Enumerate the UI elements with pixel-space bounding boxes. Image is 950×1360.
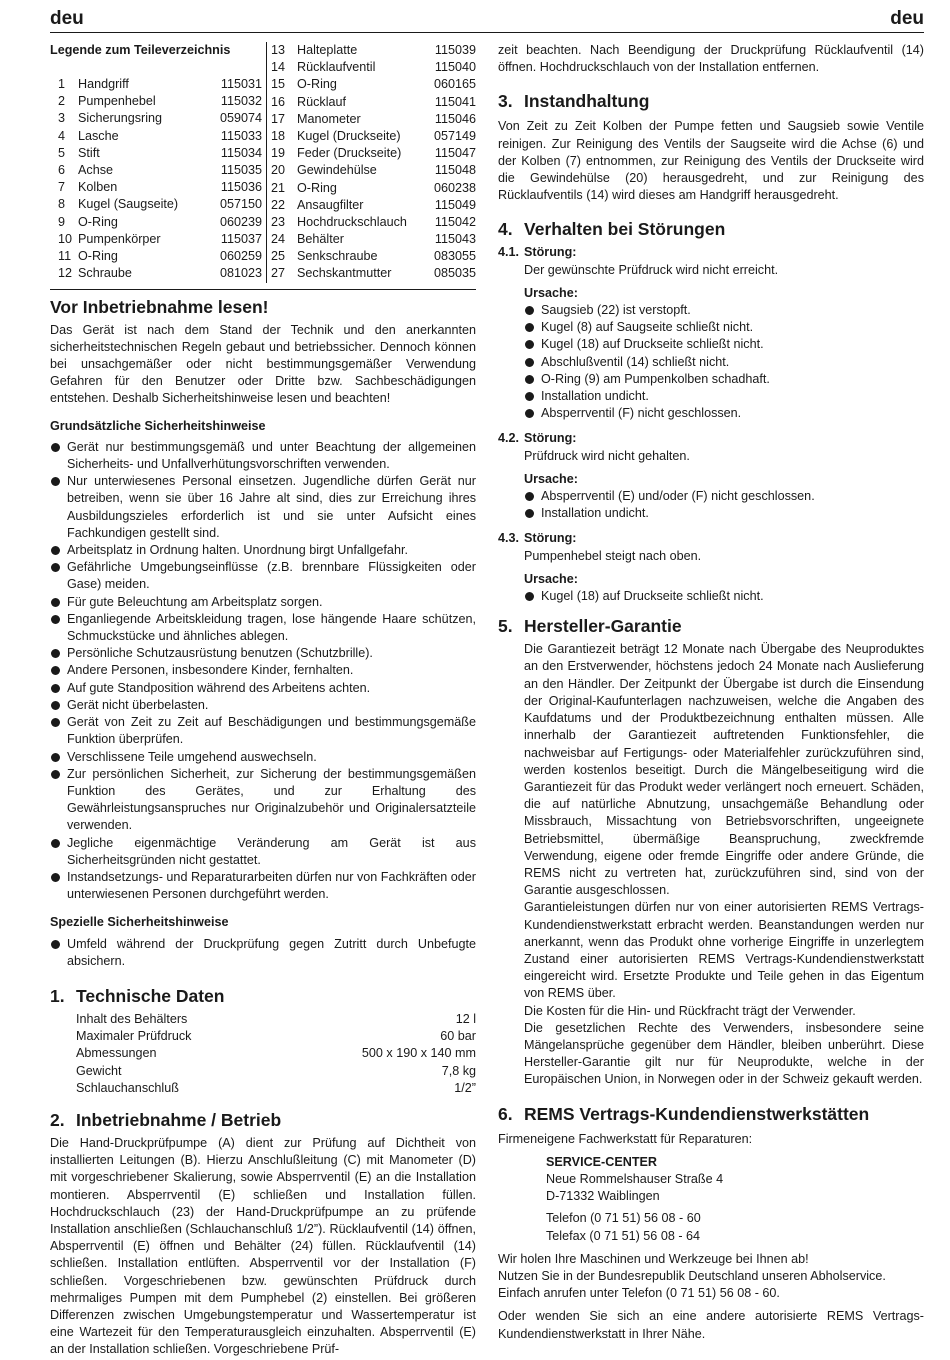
part-name: Kolben [78,180,118,195]
language-label-right: deu [890,8,924,29]
part-code: 115047 [434,146,476,161]
parts-row [271,145,476,162]
general-safety-item: Gerät nur bestimmungsgemäß und unter Beachtung der allgemeinen Sicherheits- und Unfallverhütungsvorschriften verwenden. [50,439,476,473]
parts-row [50,265,262,282]
general-safety-item: Auf gute Standposition während des Arbeitens achten. [50,680,476,697]
part-code: 060239 [219,214,262,229]
part-code: 060165 [433,77,476,92]
parts-row [271,128,476,145]
part-code: 115039 [434,43,476,57]
part-name: Rücklauf [297,94,346,109]
part-code: 115031 [220,77,262,91]
part-number: 9 [58,214,66,229]
general-safety-item: Zur persönlichen Sicherheit, zur Sicherung der bestimmungsgemäßen Funktion des Gerätes, und zur Erhaltung des Gewährleistungsanspruches nur Originalzubehör und Originalersatzteile verwenden. [50,766,476,835]
part-number: 13 [271,43,286,57]
parts-row [271,265,476,282]
part-name: Hochdruckschlauch [297,214,407,229]
tech-data-label: Abmessungen [76,1046,157,1061]
general-safety-item: Gefährliche Umgebungseinflüsse (z.B. brennbare Flüssigkeiten oder Gase) meiden. [50,559,476,593]
fault-cause-item: Kugel (18) auf Druckseite schließt nicht. [524,336,924,353]
tech-data-value: 500 x 190 x 140 mm [361,1046,476,1061]
fault-cause-list [524,488,924,522]
service-heading: 6. REMS Vertrags-Kundendienstwerkstätten [498,1103,870,1124]
part-code: 115043 [434,232,476,247]
part-number: 8 [58,197,66,212]
service-center-fax: Telefax (0 71 51) 56 08 - 64 [546,1228,701,1243]
fault-cause-item: Absperrventil (E) und/oder (F) nicht geschlossen. [524,488,924,505]
parts-row [271,214,476,231]
part-number: 23 [271,214,286,229]
parts-row [50,128,262,145]
general-safety-item: Andere Personen, insbesondere Kinder, fernhalten. [50,662,476,679]
part-number: 22 [271,197,286,212]
maintenance-text: Von Zeit zu Zeit Kolben der Pumpe fetten und Saugsieb sowie Ventile reinigen. Zur Reinigung des Ventils der Saugseite wird die Achse (6) und der Kolben (7) entnommen, zur Reinigung des Ventils der Druckseite wird die Gewindehülse (20) herausgedreht, und zur Reinigung des Rücklaufventils (14) wird dieses am Handgriff herausgedreht. [498,119,924,203]
part-number: 17 [271,111,286,126]
parts-row [271,111,476,128]
part-code: 115049 [434,197,476,212]
fault-label: Störung: [524,245,577,260]
part-number: 1 [58,77,66,91]
parts-row [50,93,262,110]
part-name: Behälter [297,232,344,247]
part-number: 27 [271,266,286,281]
fault-description: Der gewünschte Prüfdruck wird nicht erreicht. [524,262,779,277]
general-safety-item: Nur unterwiesenes Personal einsetzen. Jugendliche dürfen Gerät nur betreiben, wenn sie über 16 Jahre alt sind, dies zur Erreichung ihres Ausbildungszieles erforderlich ist und sie unter Aufsicht eines Fachkundigen gestellt sind. [50,473,476,542]
special-safety-item: Umfeld während der Druckprüfung gegen Zutritt durch Unbefugte absichern. [50,936,476,970]
warranty-heading: 5. Hersteller-Garantie [498,616,682,637]
part-number: 3 [58,111,66,126]
warranty-text [498,641,924,1088]
tech-data-value: 60 bar [440,1029,476,1044]
fault-item [498,244,924,422]
warranty-paragraph: Die Kosten für die Hin- und Rückfracht trägt der Verwender. [524,1003,856,1018]
part-number: 16 [271,94,286,109]
part-number: 5 [58,145,66,160]
part-name: Senkschraube [297,249,378,264]
parts-row [50,214,262,231]
part-code: 115048 [434,163,476,178]
parts-row [271,248,476,265]
general-safety-item: Arbeitsplatz in Ordnung halten. Unordnung birgt Unfallgefahr. [50,542,476,559]
part-code: 057150 [219,197,262,212]
special-safety-heading: Spezielle Sicherheitshinweise [50,915,229,930]
fault-heading [498,530,924,547]
part-name: Kugel (Druckseite) [297,128,401,143]
part-code: 115034 [220,145,262,160]
fault-description: Pumpenhebel steigt nach oben. [524,548,702,563]
page-header [50,6,924,33]
part-name: Ansaugfilter [297,197,364,212]
parts-row [50,145,262,162]
tech-data-row [76,1080,476,1097]
tech-data-heading: 1. Technische Daten [50,985,225,1006]
fault-cause-item: Kugel (8) auf Saugseite schließt nicht. [524,319,924,336]
part-name: Lasche [78,128,119,143]
parts-row [271,197,476,214]
part-number: 4 [58,128,66,143]
fault-heading [498,430,924,447]
parts-row [271,76,476,93]
fault-item [498,530,924,605]
left-column [50,42,476,1359]
part-number: 6 [58,162,66,177]
part-number: 20 [271,163,286,178]
tech-data-label: Maximaler Prüfdruck [76,1029,192,1044]
part-code: 115046 [434,111,476,126]
general-safety-item: Verschlissene Teile umgehend auswechseln. [50,749,476,766]
service-center-address [498,1154,924,1245]
parts-row [271,42,476,59]
part-number: 2 [58,94,66,109]
part-number: 7 [58,180,66,195]
service-center-street: Neue Rommelshauser Straße 4 [546,1171,724,1186]
fault-cause-item: Absperrventil (F) nicht geschlossen. [524,405,924,422]
fault-cause-item: Saugsieb (22) ist verstopft. [524,302,924,319]
part-code: 081023 [219,266,262,281]
other-workshops-text: Oder wenden Sie sich an eine andere autorisierte REMS Vertrags-Kundendienstwerkstatt in Ihrer Nähe. [498,1309,924,1341]
part-number: 19 [271,146,286,161]
fault-cause-item: Abschlußventil (14) schließt nicht. [524,354,924,371]
fault-cause-item: O-Ring (9) am Pumpenkolben schadhaft. [524,371,924,388]
general-safety-item: Instandsetzungs- und Reparaturarbeiten dürfen nur von Fachkräften oder unterwiesenen Personen durchgeführt werden. [50,869,476,903]
fault-id: 4.1. [498,245,520,260]
part-code: 115036 [220,180,262,195]
part-name: Halteplatte [297,43,358,57]
fault-cause-label: Ursache: [524,571,578,586]
fault-cause-item: Installation undicht. [524,505,924,522]
part-number: 18 [271,128,286,143]
fault-cause-item: Installation undicht. [524,388,924,405]
warranty-paragraph: Die Garantiezeit beträgt 12 Monate nach Übergabe des Neuproduktes an den Erstverwender, höchstens jedoch 24 Monate nach Auslieferung an den Händler. Der Zeitpunkt der Übergabe ist durch die Einsendung der Original-Kaufunterlagen nachzuweisen, welche die Angaben des Kaufdatums und der Produktbezeichnung enthalten müssen. Alle innerhalb der Garantiezeit auftretenden Funktionsfehler, die nachweisbar auf Fertigungs- oder Materialfehler zurückzuführen sind, werden kostenlos beseitigt. Durch die Mängelbeseitigung wird die Garantiezeit für das Produkt weder verlängert noch erneuert. Schäden, die auf natürliche Abnutzung, unsachgemäße Behandlung oder Missbrauch, Missachtung von Betriebsvorschriften, ungeeignete Betriebsmittel, übermäßige Beanspruchung, zweckfremde Verwendung, eigene oder fremde Eingriffe oder andere Gründe, die REMS nicht zu vertreten hat, zurückzuführen sind, sind von der Garantie ausgeschlossen. [524,642,924,898]
general-safety-item: Enganliegende Arbeitskleidung tragen, lose hängende Haare schützen, Schmuckstücke und ähnliches ablegen. [50,611,476,645]
part-name: O-Ring [78,214,118,229]
general-safety-item: Persönliche Schutzausrüstung benutzen (Schutzbrille). [50,645,476,662]
part-code: 083055 [433,249,476,264]
fault-id: 4.2. [498,431,520,446]
part-number: 14 [271,60,286,75]
parts-row [50,248,262,265]
tech-data-row [76,1063,476,1080]
general-safety-item: Gerät von Zeit zu Zeit auf Beschädigungen und bestimmungsgemäße Funktion überprüfen. [50,714,476,748]
part-number: 10 [58,231,73,246]
parts-row [271,180,476,197]
parts-row [271,94,476,111]
tech-data-row [76,1011,476,1028]
tech-data-value: 7,8 kg [441,1063,476,1078]
part-name: Sechskantmutter [297,266,392,281]
part-name: Kugel (Saugseite) [78,197,179,212]
part-name: Feder (Druckseite) [297,146,402,161]
parts-row [50,179,262,196]
general-safety-item: Jegliche eigenmächtige Veränderung am Gerät ist aus Sicherheitsgründen nicht gestattet. [50,835,476,869]
parts-row [50,231,262,248]
faults-list [498,244,924,605]
part-name: Gewindehülse [297,163,377,178]
fault-label: Störung: [524,431,577,446]
general-safety-item: Für gute Beleuchtung am Arbeitsplatz sorgen. [50,594,476,611]
tech-data-table [76,1011,476,1097]
special-safety-list [50,936,476,970]
warranty-paragraph: Die gesetzlichen Rechte des Verwenders, insbesondere seine Mängelansprüche gegenüber dem Händler, bleiben unberührt. Diese Hersteller-Garantie gilt nur für Neuprodukte, welche in der Europäischen Union, in Norwegen oder in der Schweiz gekauft werden. [524,1020,924,1087]
part-name: Stift [78,145,100,160]
general-safety-heading: Grundsätzliche Sicherheitshinweise [50,418,266,433]
tech-data-label: Gewicht [76,1063,122,1078]
parts-row [271,231,476,248]
parts-row [50,162,262,179]
part-number: 24 [271,232,286,247]
part-number: 11 [58,248,72,263]
part-code: 115041 [434,94,476,109]
part-name: O-Ring [297,77,337,92]
part-code: 060259 [219,248,262,263]
part-code: 115035 [220,162,262,177]
part-name: O-Ring [78,248,118,263]
fault-description: Prüfdruck wird nicht gehalten. [524,448,690,463]
service-center-phone: Telefon (0 71 51) 56 08 - 60 [546,1211,701,1226]
part-name: Pumpenkörper [78,231,161,246]
language-label-left: deu [50,8,84,29]
tech-data-label: Inhalt des Behälters [76,1011,188,1026]
parts-legend [50,42,476,283]
tech-data-row [76,1045,476,1062]
parts-legend-title: Legende zum Teileverzeichnis [50,43,231,57]
part-code: 115037 [220,231,262,246]
fault-cause-list [524,588,924,605]
part-number: 21 [271,180,286,195]
part-number: 15 [271,77,286,92]
tech-data-row [76,1028,476,1045]
parts-row [271,59,476,76]
fault-cause-item: Kugel (18) auf Druckseite schließt nicht. [524,588,924,605]
fault-item [498,430,924,522]
operation-text: Die Hand-Druckprüfpumpe (A) dient zur Prüfung auf Dichtheit von installierten Leitungen (B). Hierzu Anschlußleitung (C) mit Manometer (D) mit vorgeschriebener Skalierung, sowie Absperrventil (E) an die Installation montieren. Absperrventil (E) schließen und Installation füllen. Hochdruckschlauch (23) der Hand-Druckprüfpumpe an zu prüfende Installation anschließen (Schlauchanschluß 1/2”). Rücklaufventil (14) öffnen, Absperrventil (E) öffnen und Behälter (24) füllen. Rücklaufventil (14) schließen. Installation entlüften. Absperrventil vor der Installation (F) schließen. Vorgeschriebenen bzw. gewünschten Prüfdruck durch mehrmaliges Pumpen mit dem Pumphebel (2) einstellen. Bei größeren Differenzen zwischen Umgebungstemperatur und Wassertemperatur ist eine Wartezeit für den Temperaturausgleich einzuhalten. Absperrventil (E) an der Installation schließen. Vorgeschriebene Prüf- [50,1135,476,1357]
part-code: 115032 [220,94,262,109]
parts-row [271,162,476,179]
part-code: 057149 [433,128,476,143]
faults-heading: 4. Verhalten bei Störungen [498,219,726,240]
parts-row [50,76,262,93]
part-name: Manometer [297,111,361,126]
part-code: 115033 [220,128,262,143]
fault-label: Störung: [524,531,577,546]
fault-heading [498,244,924,261]
fault-cause-label: Ursache: [524,285,578,300]
fault-id: 4.3. [498,531,520,546]
parts-row [50,196,262,213]
part-code: 115042 [434,214,476,229]
tech-data-value: 12 l [455,1011,476,1026]
service-intro: Firmeneigene Fachwerkstatt für Reparaturen: [498,1131,753,1146]
part-number: 25 [271,249,286,264]
service-center-city: D-71332 Waiblingen [546,1189,660,1204]
read-first-text: Das Gerät ist nach dem Stand der Technik und den anerkannten sicherheitstechnischen Regeln gebaut und betriebssicher. Dennoch können bei unsachgemäßer oder nicht bestimmungsgemäßer Verwendung Gefahren für den Benutzer oder Dritte bzw. Sachbeschädigungen entstehen. Deshalb Sicherheitshinweise lesen und beachten! [50,322,476,406]
part-code: 085035 [433,266,476,281]
tech-data-label: Schlauchanschluß [76,1080,179,1095]
fault-cause-list [524,302,924,422]
part-name: Pumpenhebel [78,94,156,109]
read-first-heading: Vor Inbetriebnahme lesen! [50,289,476,318]
general-safety-list [50,439,476,903]
part-number: 12 [58,266,73,281]
maintenance-heading: 3. Instandhaltung [498,91,650,112]
part-name: Rücklaufventil [297,60,376,75]
part-code: 060238 [433,180,476,195]
parts-row [50,110,262,127]
warranty-paragraph: Garantieleistungen dürfen nur von einer autorisierten REMS Vertrags-Kundendienstwerkstatt erbracht werden. Beanstandungen werden nur anerkannt, wenn das Produkt ohne vorherige Eingriffe in unzerlegtem Zustand einer autorisierten REMS Vertrags-Kundendienstwerkstatt eingereicht wird. Ersetzte Produkte und Teile gehen in das Eigentum von REMS über. [524,900,924,1001]
part-name: Sicherungsring [78,111,163,126]
tech-data-value: 1/2” [454,1080,476,1095]
general-safety-item: Gerät nicht überbelasten. [50,697,476,714]
part-name: Handgriff [78,77,129,91]
part-code: 115040 [434,60,476,75]
right-column [498,42,924,1343]
fault-cause-label: Ursache: [524,471,578,486]
part-name: Achse [78,162,114,177]
part-name: O-Ring [297,180,337,195]
operation-text-continued: zeit beachten. Nach Beendigung der Druckprüfung Rücklaufventil (14) öffnen. Hochdruckschlauch von der Installation entfernen. [498,43,924,75]
part-code: 059074 [219,111,262,126]
pickup-service: Wir holen Ihre Maschinen und Werkzeuge bei Ihnen ab! Nutzen Sie in der Bundesrepublik Deutschland unseren Abholservice. Einfach anrufen unter Telefon (0 71 51) 56 08 - 60. [498,1251,886,1301]
part-name: Schraube [78,266,132,281]
service-center-name: SERVICE-CENTER [546,1154,658,1169]
operation-heading: 2. Inbetriebnahme / Betrieb [50,1109,282,1130]
